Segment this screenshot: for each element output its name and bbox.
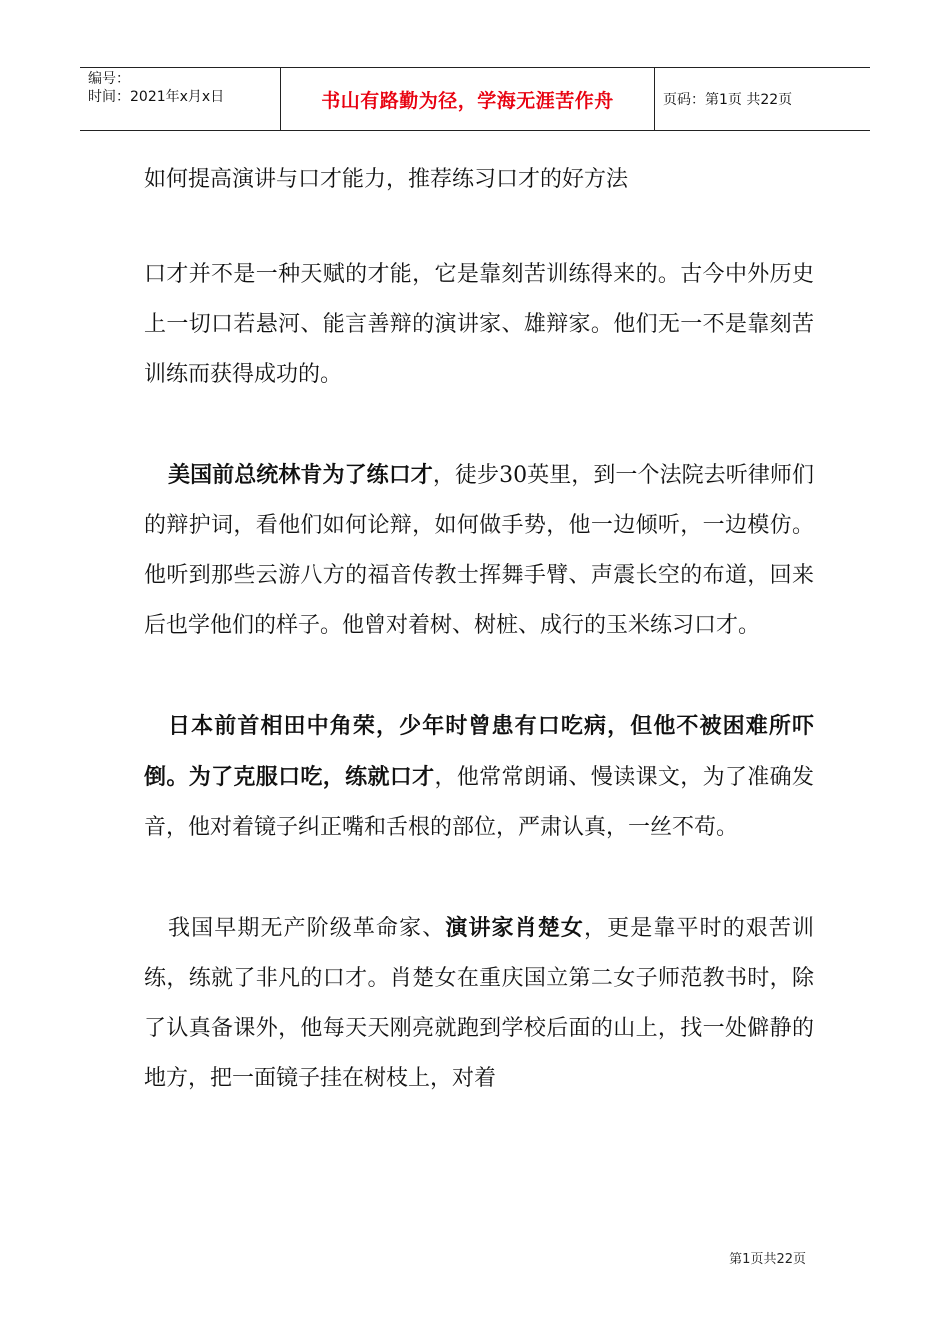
paragraph-text-end: ，更是靠平时的艰苦训练，练就了非凡的口才。肖楚女在重庆国立第二女子师范教书时，除了认真备课外，他每天天刚亮就跑到学校后面的山上，找一处僻静的地方，把一面镜子挂在树枝上，对着 — [144, 916, 814, 1091]
header-meta-cell — [80, 68, 281, 130]
motto-text: 书山有路勤为径，学海无涯苦作舟 — [321, 89, 614, 112]
serial-number-label: 编号： — [88, 71, 130, 87]
paragraph-bold-lead: 日本前首相田中角荣，少年时曾患有口吃病，但他不被困难所吓倒。为了克服口吃，练就口才 — [144, 713, 814, 790]
paragraph-tanaka — [144, 701, 814, 853]
document-body — [144, 152, 814, 1154]
paragraph-text: 口才并不是一种天赋的才能，它是靠刻苦训练得来的。古今中外历史上一切口若悬河、能言善辩的演讲家、雄辩家。他们无一不是靠刻苦训练而获得成功的。 — [144, 262, 814, 387]
header-motto-cell — [281, 68, 655, 130]
paragraph-lincoln — [144, 450, 814, 651]
date-label: 时间：2021年x月x日 — [88, 89, 225, 105]
paragraph-xiao-chunu — [144, 903, 814, 1104]
header-page-number: 页码：第1页 共22页 — [663, 92, 793, 108]
paragraph-text: ，徒步30英里，到一个法院去听律师们的辩护词，看他们如何论辩，如何做手势，他一边倾听，一边模仿。他听到那些云游八方的福音传教士挥舞手臂、声震长空的布道，回来后也学他们的样子。他曾对着树、树桩、成行的玉米练习口才。 — [144, 463, 814, 638]
page-header — [80, 67, 870, 131]
paragraph-bold-mid: 演讲家肖楚女 — [445, 915, 584, 941]
paragraph-text: ，他常常朗诵、慢读课文，为了准确发音，他对着镜子纠正嘴和舌根的部位，严肃认真，一丝不苟。 — [144, 765, 814, 840]
paragraph-intro — [144, 250, 814, 400]
page-footer — [729, 1248, 806, 1267]
paragraph-text: 我国早期无产阶级革命家、 — [168, 916, 446, 941]
footer-page-number: 第1页共22页 — [729, 1252, 806, 1267]
paragraph-bold-lead: 美国前总统林肯为了练口才 — [168, 462, 433, 488]
document-title: 如何提高演讲与口才能力，推荐练习口才的好方法 — [144, 167, 629, 192]
header-page-cell — [655, 68, 870, 130]
